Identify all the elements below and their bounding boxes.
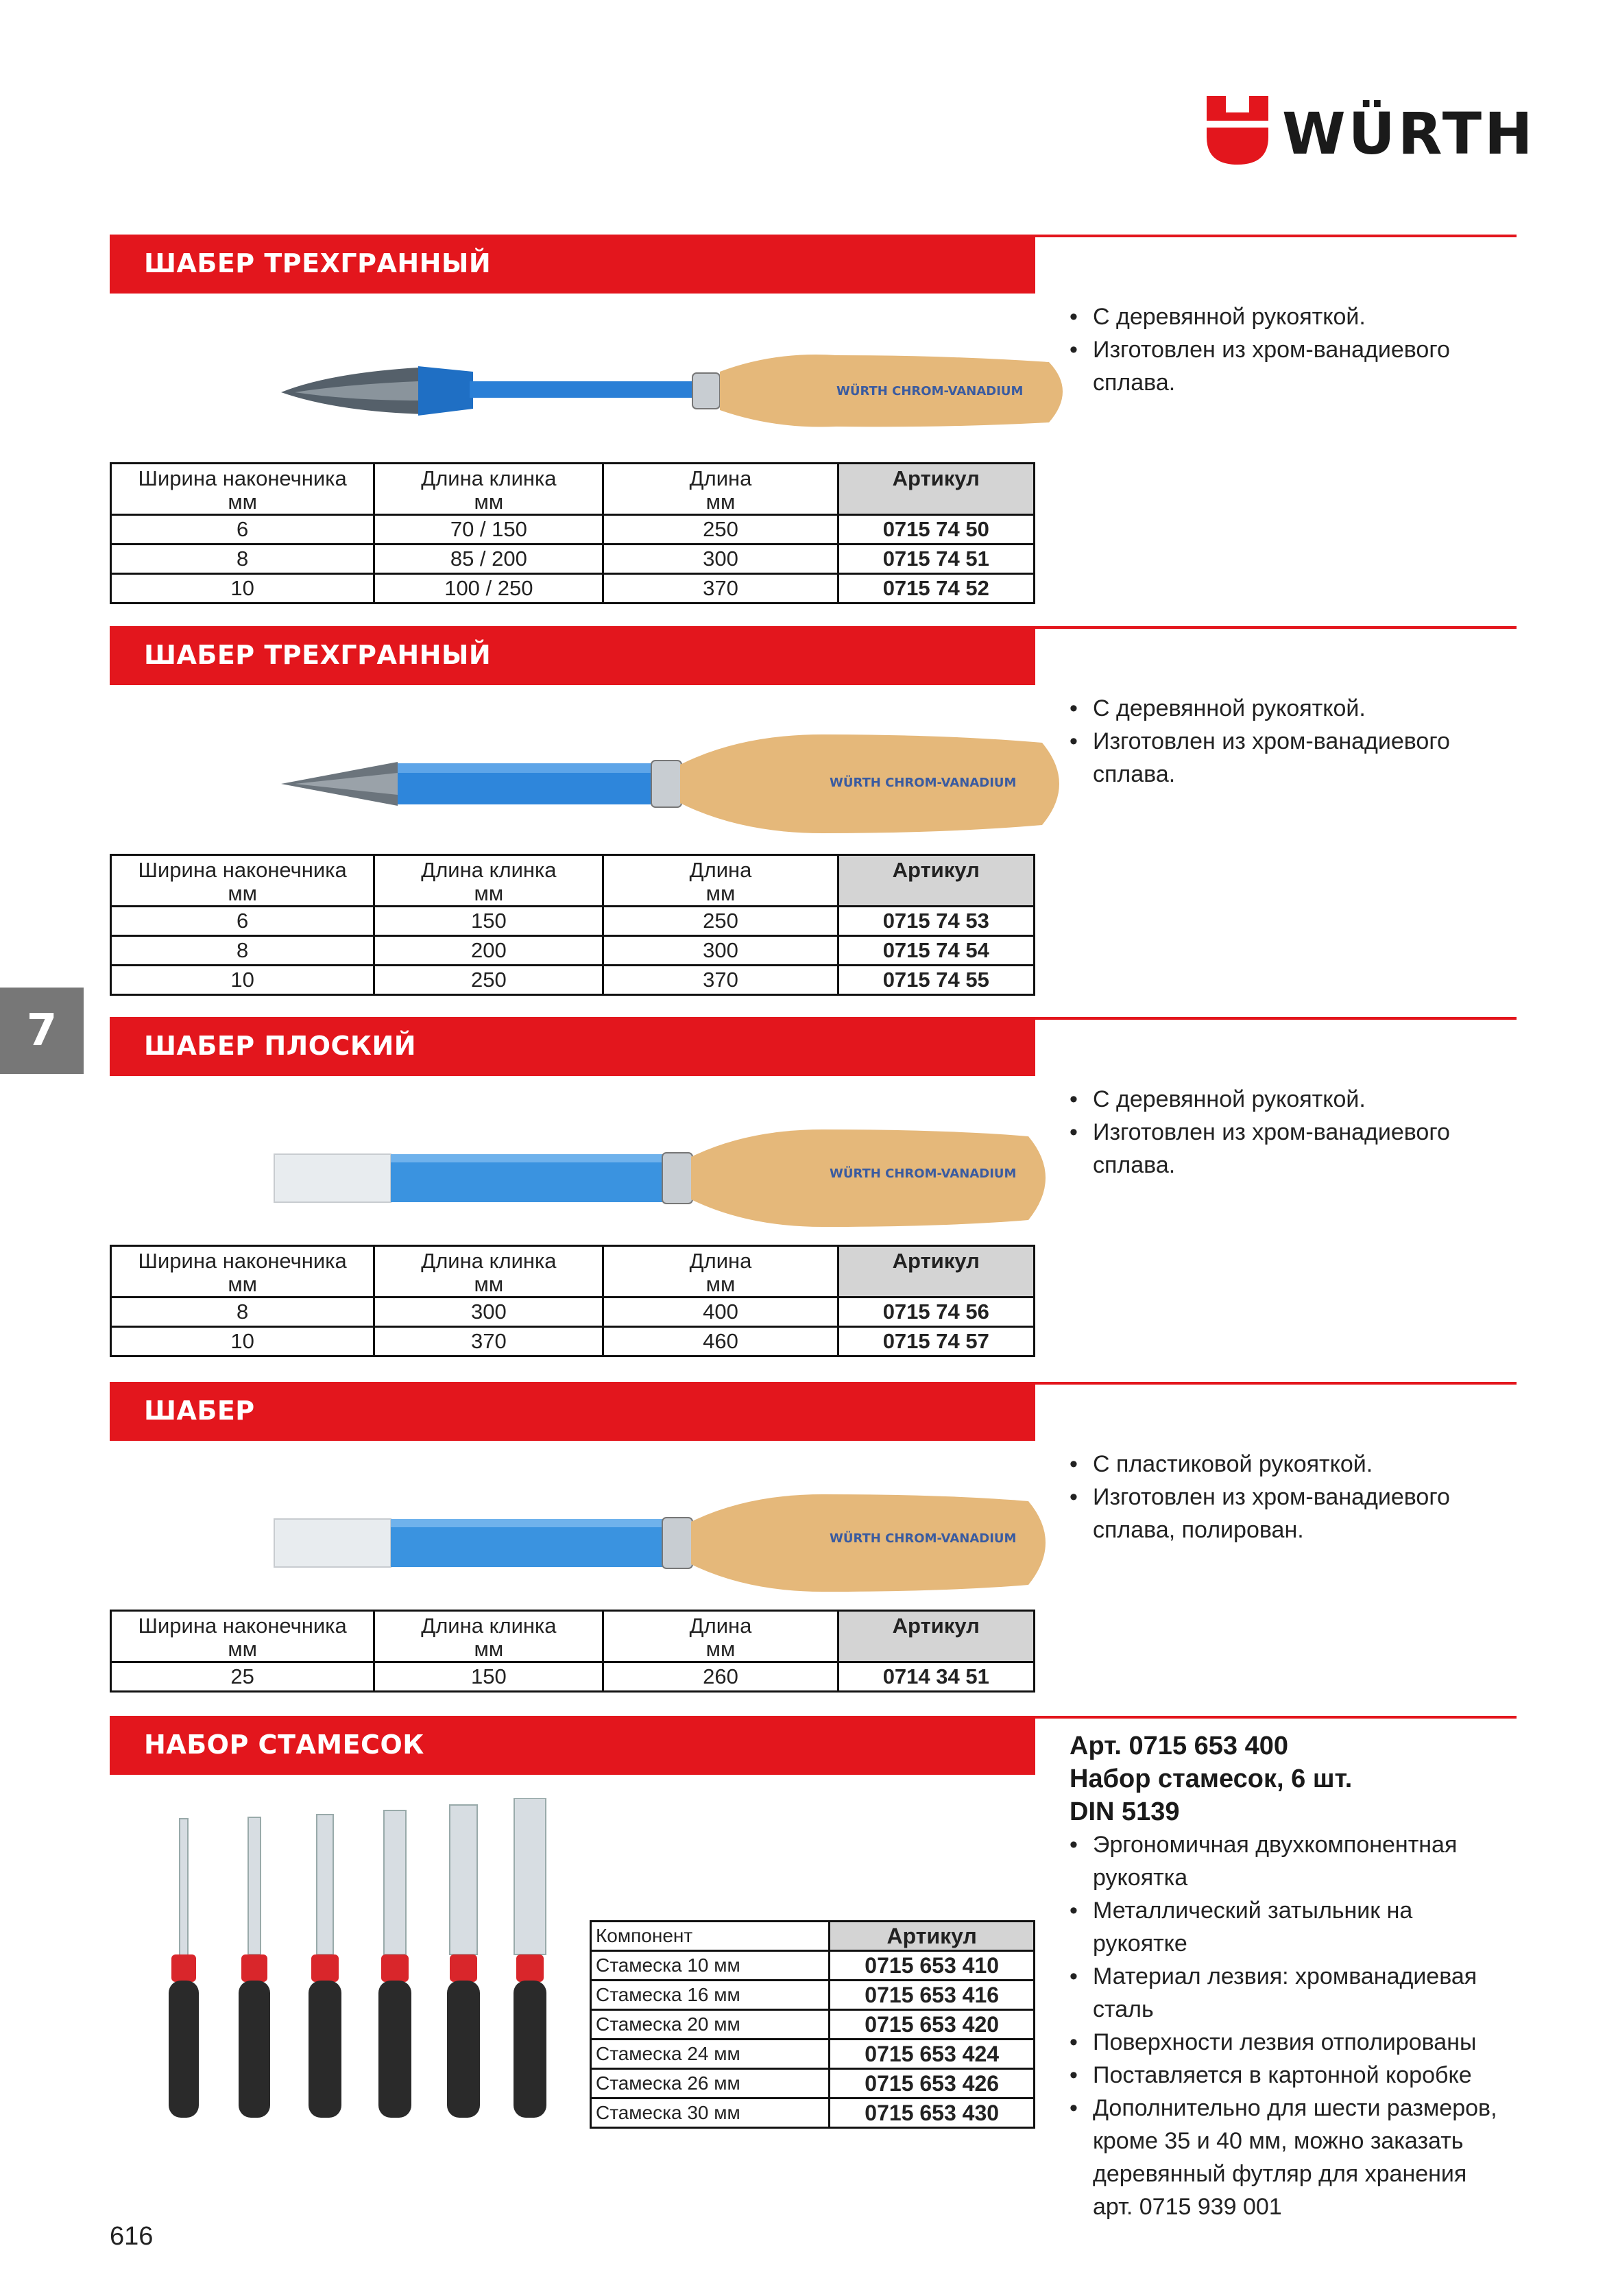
col-header-length: Длина мм bbox=[603, 1611, 838, 1662]
table-row: Стамеска 26 мм 0715 653 426 bbox=[591, 2069, 1035, 2098]
chisel-3 bbox=[309, 1815, 341, 2118]
feature-list bbox=[1070, 1083, 1517, 1182]
table-row: 10 250 370 0715 74 55 bbox=[111, 966, 1035, 995]
section-title: ШАБЕР ТРЕХГРАННЫЙ bbox=[144, 640, 492, 670]
feature-item: • Эргономичная двухкомпонентная рукоятка bbox=[1070, 1828, 1508, 1894]
feature-list bbox=[1070, 300, 1517, 399]
table-row: 6 150 250 0715 74 53 bbox=[111, 907, 1035, 936]
col-header-width: Ширина наконечника мм bbox=[111, 1611, 374, 1662]
chisel-5 bbox=[447, 1805, 480, 2118]
flat-scraper-image bbox=[192, 1106, 1083, 1243]
chisel-4 bbox=[378, 1810, 411, 2118]
chapter-tab: 7 bbox=[0, 988, 84, 1074]
set-standard: DIN 5139 bbox=[1070, 1797, 1180, 1826]
chisel-set-image bbox=[137, 1798, 548, 2141]
table-row: Стамеска 20 мм 0715 653 420 bbox=[591, 2010, 1035, 2040]
handle-imprint: WÜRTH CHROM-VANADIUM bbox=[836, 384, 1024, 398]
col-header-blade: Длина клинка мм bbox=[374, 1246, 603, 1298]
feature-item: • Изготовлен из хром-ванадиевого сплава, полирован. bbox=[1070, 1481, 1517, 1546]
col-header-blade: Длина клинка мм bbox=[374, 1611, 603, 1662]
scraper-image bbox=[192, 1471, 1083, 1608]
section-divider bbox=[1035, 1382, 1517, 1385]
col-header-length: Длина мм bbox=[603, 855, 838, 907]
col-header-width: Ширина наконечника мм bbox=[111, 855, 374, 907]
col-header-width: Ширина наконечника мм bbox=[111, 1246, 374, 1298]
table-row: 8 85 / 200 300 0715 74 51 bbox=[111, 545, 1035, 574]
article-number: 0715 74 54 bbox=[838, 936, 1034, 966]
article-number: 0715 653 430 bbox=[830, 2098, 1035, 2128]
wurth-logo-icon bbox=[1207, 96, 1268, 165]
article-number: 0714 34 51 bbox=[838, 1662, 1034, 1692]
col-header-blade: Длина клинка мм bbox=[374, 855, 603, 907]
feature-item: • Изготовлен из хром-ванадиевого сплава. bbox=[1070, 725, 1517, 791]
table-row: 6 70 / 150 250 0715 74 50 bbox=[111, 515, 1035, 545]
article-number: 0715 74 50 bbox=[838, 515, 1034, 545]
triangular-scraper-image bbox=[192, 324, 1083, 461]
section-divider bbox=[1035, 1716, 1517, 1719]
chisel-1 bbox=[169, 1819, 199, 2118]
feature-list bbox=[1070, 692, 1517, 791]
article-number: 0715 74 56 bbox=[838, 1298, 1034, 1327]
feature-item: • Изготовлен из хром-ванадиевого сплава. bbox=[1070, 1116, 1517, 1182]
col-header-article: Артикул bbox=[838, 855, 1034, 907]
article-number: 0715 653 410 bbox=[830, 1951, 1035, 1981]
col-header-article: Артикул bbox=[838, 1246, 1034, 1298]
feature-item: • С деревянной рукояткой. bbox=[1070, 692, 1517, 725]
triangular-scraper-image bbox=[192, 715, 1083, 852]
feature-item: • Поверхности лезвия отполированы bbox=[1070, 2026, 1508, 2059]
article-number: 0715 653 416 bbox=[830, 1981, 1035, 2010]
spec-table bbox=[110, 1610, 1035, 1693]
table-row: 25 150 260 0714 34 51 bbox=[111, 1662, 1035, 1692]
col-header-blade: Длина клинка мм bbox=[374, 464, 603, 515]
spec-table bbox=[110, 462, 1035, 604]
section-divider bbox=[1035, 1017, 1517, 1020]
col-header-length: Длина мм bbox=[603, 464, 838, 515]
chisel-2 bbox=[239, 1817, 270, 2118]
article-number: 0715 74 57 bbox=[838, 1327, 1034, 1356]
feature-item: • Изготовлен из хром-ванадиевого сплава. bbox=[1070, 333, 1517, 399]
feature-item: • С пластиковой рукояткой. bbox=[1070, 1448, 1517, 1481]
table-row: Стамеска 24 мм 0715 653 424 bbox=[591, 2040, 1035, 2069]
col-header-article: Артикул bbox=[830, 1922, 1035, 1951]
col-header-article: Артикул bbox=[838, 1611, 1034, 1662]
feature-item: • Дополнительно для шести размеров, кроме 35 и 40 мм, можно заказать деревянный футляр для хранения арт. 0715 939 001 bbox=[1070, 2092, 1508, 2223]
wurth-logo bbox=[1207, 96, 1536, 171]
col-header-length: Длина мм bbox=[603, 1246, 838, 1298]
feature-item: • Материал лезвия: хромванадиевая сталь bbox=[1070, 1960, 1508, 2026]
set-name: Набор стамесок, 6 шт. bbox=[1070, 1765, 1353, 1793]
table-row: 10 100 / 250 370 0715 74 52 bbox=[111, 574, 1035, 603]
spec-table bbox=[110, 1245, 1035, 1357]
feature-item: • Поставляется в картонной коробке bbox=[1070, 2059, 1508, 2092]
feature-list bbox=[1070, 1448, 1517, 1546]
section-divider bbox=[1035, 235, 1517, 237]
table-row: 8 300 400 0715 74 56 bbox=[111, 1298, 1035, 1327]
table-row: Стамеска 10 мм 0715 653 410 bbox=[591, 1951, 1035, 1981]
col-header-component: Компонент bbox=[591, 1922, 830, 1951]
article-number: 0715 653 426 bbox=[830, 2069, 1035, 2098]
handle-imprint: WÜRTH CHROM-VANADIUM bbox=[830, 1531, 1017, 1546]
spec-table bbox=[110, 854, 1035, 996]
section-title: НАБОР СТАМЕСОК bbox=[144, 1730, 424, 1760]
page-number: 616 bbox=[110, 2222, 154, 2251]
section-title: ШАБЕР ТРЕХГРАННЫЙ bbox=[144, 248, 492, 278]
handle-imprint: WÜRTH CHROM-VANADIUM bbox=[830, 776, 1017, 790]
feature-item: • Металлический затыльник на рукоятке bbox=[1070, 1894, 1508, 1960]
article-number: 0715 653 420 bbox=[830, 2010, 1035, 2040]
table-row: 8 200 300 0715 74 54 bbox=[111, 936, 1035, 966]
set-heading bbox=[1070, 1730, 1352, 1828]
table-row: Стамеска 30 мм 0715 653 430 bbox=[591, 2098, 1035, 2128]
table-row: Стамеска 16 мм 0715 653 416 bbox=[591, 1981, 1035, 2010]
section-title: ШАБЕР ПЛОСКИЙ bbox=[144, 1031, 417, 1061]
table-row: 10 370 460 0715 74 57 bbox=[111, 1327, 1035, 1356]
feature-item: • С деревянной рукояткой. bbox=[1070, 300, 1517, 333]
set-article: Арт. 0715 653 400 bbox=[1070, 1732, 1288, 1760]
section-title: ШАБЕР bbox=[144, 1396, 255, 1426]
feature-item: • С деревянной рукояткой. bbox=[1070, 1083, 1517, 1116]
article-number: 0715 653 424 bbox=[830, 2040, 1035, 2069]
article-number: 0715 74 55 bbox=[838, 966, 1034, 995]
component-table bbox=[590, 1920, 1035, 2129]
feature-list bbox=[1070, 1828, 1508, 2223]
chisel-6 bbox=[514, 1798, 546, 2118]
handle-imprint: WÜRTH CHROM-VANADIUM bbox=[830, 1167, 1017, 1181]
article-number: 0715 74 52 bbox=[838, 574, 1034, 603]
col-header-article: Артикул bbox=[838, 464, 1034, 515]
section-divider bbox=[1035, 626, 1517, 629]
col-header-width: Ширина наконечника мм bbox=[111, 464, 374, 515]
article-number: 0715 74 51 bbox=[838, 545, 1034, 574]
brand-name: WÜRTH bbox=[1282, 100, 1536, 167]
article-number: 0715 74 53 bbox=[838, 907, 1034, 936]
